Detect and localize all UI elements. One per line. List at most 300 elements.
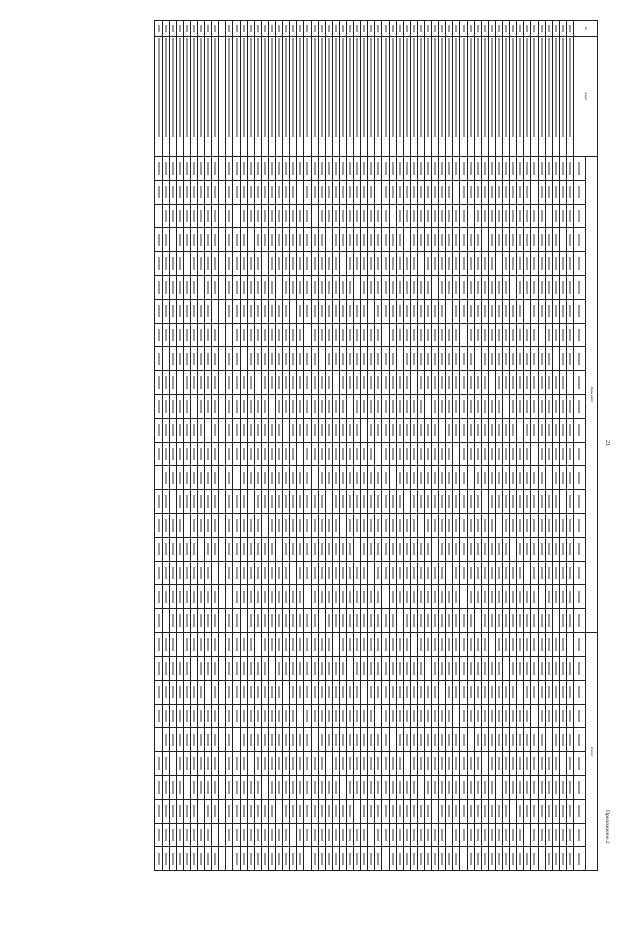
illegible-text-placeholder — [484, 591, 486, 603]
table-header-row — [586, 21, 598, 871]
illegible-text-placeholder — [399, 495, 401, 507]
value-cell — [283, 585, 290, 609]
value-cell — [503, 347, 510, 371]
illegible-text-placeholder — [228, 472, 230, 484]
illegible-text-placeholder — [264, 829, 266, 841]
value-cell — [495, 299, 502, 323]
illegible-text-placeholder — [455, 38, 457, 137]
illegible-text-placeholder — [214, 448, 216, 460]
illegible-text-placeholder — [385, 186, 387, 198]
illegible-text-placeholder — [285, 781, 287, 793]
value-cell — [212, 513, 219, 537]
illegible-text-placeholder — [455, 376, 457, 388]
value-cell — [425, 633, 432, 657]
illegible-text-placeholder — [413, 281, 415, 293]
address-cell — [325, 37, 332, 157]
illegible-text-placeholder — [441, 591, 443, 603]
illegible-text-placeholder — [228, 376, 230, 388]
value-cell — [517, 823, 524, 847]
value-cell — [155, 490, 162, 514]
value-cell — [467, 823, 474, 847]
value-cell — [538, 157, 545, 181]
value-cell — [566, 228, 573, 252]
illegible-text-placeholder — [477, 757, 479, 769]
illegible-text-placeholder — [349, 781, 351, 793]
address-cell — [283, 37, 290, 157]
value-cell — [503, 228, 510, 252]
illegible-text-placeholder — [271, 305, 273, 317]
illegible-text-placeholder — [264, 234, 266, 246]
value-cell — [297, 633, 304, 657]
value-cell — [254, 180, 261, 204]
illegible-text-placeholder — [299, 757, 301, 769]
illegible-text-placeholder — [555, 567, 557, 579]
value-cell — [453, 204, 460, 228]
value-cell — [354, 228, 361, 252]
illegible-text-placeholder — [200, 614, 202, 627]
illegible-text-placeholder — [172, 734, 174, 746]
value-cell — [375, 347, 382, 371]
value-cell — [559, 775, 566, 799]
col-subheader — [574, 609, 586, 633]
illegible-text-placeholder — [207, 400, 209, 412]
illegible-text-placeholder — [562, 38, 564, 137]
value-cell — [389, 347, 396, 371]
value-cell — [347, 228, 354, 252]
illegible-text-placeholder — [264, 495, 266, 507]
value-cell — [495, 561, 502, 585]
illegible-text-placeholder — [555, 257, 557, 269]
value-cell — [339, 609, 346, 633]
address-cell — [347, 37, 354, 157]
illegible-text-placeholder — [562, 638, 564, 650]
value-cell — [524, 204, 531, 228]
value-cell — [183, 585, 190, 609]
value-cell — [417, 633, 424, 657]
illegible-text-placeholder — [179, 567, 181, 579]
illegible-text-placeholder — [321, 495, 323, 507]
value-cell — [254, 442, 261, 466]
value-cell — [276, 275, 283, 299]
row-number-cell — [403, 21, 410, 37]
illegible-text-placeholder — [264, 25, 266, 33]
illegible-text-placeholder — [420, 329, 422, 341]
address-cell — [247, 37, 254, 157]
value-cell — [318, 394, 325, 418]
value-cell — [524, 323, 531, 347]
value-cell — [347, 585, 354, 609]
illegible-text-placeholder — [512, 638, 514, 650]
illegible-text-placeholder — [399, 519, 401, 531]
value-cell — [198, 252, 205, 276]
value-cell — [169, 180, 176, 204]
value-cell — [361, 180, 368, 204]
illegible-text-placeholder — [399, 186, 401, 198]
illegible-text-placeholder — [526, 757, 528, 769]
value-cell — [283, 323, 290, 347]
value-cell — [304, 157, 311, 181]
value-cell — [155, 157, 162, 181]
value-cell — [183, 157, 190, 181]
value-cell — [176, 704, 183, 728]
value-cell — [304, 847, 311, 871]
value-cell — [396, 633, 403, 657]
illegible-text-placeholder — [165, 186, 167, 198]
value-cell — [510, 228, 517, 252]
illegible-text-placeholder — [236, 805, 238, 817]
value-cell — [531, 371, 538, 395]
value-cell — [396, 799, 403, 823]
address-cell — [297, 37, 304, 157]
value-cell — [566, 752, 573, 776]
illegible-text-placeholder — [477, 638, 479, 650]
illegible-text-placeholder — [392, 186, 394, 198]
value-cell — [382, 252, 389, 276]
illegible-text-placeholder — [172, 638, 174, 650]
value-cell — [425, 823, 432, 847]
illegible-text-placeholder — [363, 376, 365, 388]
illegible-text-placeholder — [579, 757, 581, 769]
col-subheader — [574, 752, 586, 776]
value-cell — [396, 204, 403, 228]
illegible-text-placeholder — [477, 234, 479, 246]
illegible-text-placeholder — [519, 543, 521, 555]
value-cell — [559, 299, 566, 323]
illegible-text-placeholder — [306, 710, 308, 722]
table-row — [446, 21, 453, 871]
illegible-text-placeholder — [463, 757, 465, 769]
illegible-text-placeholder — [555, 376, 557, 388]
value-cell — [566, 275, 573, 299]
illegible-text-placeholder — [491, 519, 493, 531]
value-cell — [162, 561, 169, 585]
value-cell — [446, 704, 453, 728]
value-cell — [332, 442, 339, 466]
value-cell — [368, 656, 375, 680]
value-cell — [382, 823, 389, 847]
illegible-text-placeholder — [278, 257, 280, 269]
row-number-cell — [162, 21, 169, 37]
illegible-text-placeholder — [306, 829, 308, 841]
illegible-text-placeholder — [579, 281, 581, 293]
illegible-text-placeholder — [569, 25, 571, 33]
value-cell — [268, 371, 275, 395]
illegible-text-placeholder — [314, 757, 316, 769]
value-cell — [347, 418, 354, 442]
value-cell — [325, 394, 332, 418]
value-cell — [510, 680, 517, 704]
value-cell — [325, 561, 332, 585]
value-cell — [524, 180, 531, 204]
value-cell — [304, 418, 311, 442]
illegible-text-placeholder — [477, 781, 479, 793]
value-cell — [304, 347, 311, 371]
value-cell — [297, 656, 304, 680]
illegible-text-placeholder — [427, 186, 429, 198]
illegible-text-placeholder — [200, 186, 202, 198]
illegible-text-placeholder — [470, 281, 472, 293]
value-cell — [205, 275, 212, 299]
illegible-text-placeholder — [228, 829, 230, 841]
value-cell — [396, 775, 403, 799]
value-cell — [446, 371, 453, 395]
illegible-text-placeholder — [165, 25, 167, 33]
illegible-text-placeholder — [441, 805, 443, 817]
value-cell — [403, 609, 410, 633]
illegible-text-placeholder — [406, 305, 408, 317]
illegible-text-placeholder — [299, 257, 301, 269]
value-cell — [176, 371, 183, 395]
value-cell — [517, 299, 524, 323]
value-cell — [318, 299, 325, 323]
value-cell — [162, 823, 169, 847]
illegible-text-placeholder — [200, 734, 202, 746]
value-cell — [417, 252, 424, 276]
value-cell — [488, 157, 495, 181]
value-cell — [318, 228, 325, 252]
value-cell — [176, 609, 183, 633]
value-cell — [233, 537, 240, 561]
illegible-text-placeholder — [512, 472, 514, 484]
value-cell — [517, 609, 524, 633]
illegible-text-placeholder — [377, 853, 379, 866]
value-cell — [162, 752, 169, 776]
illegible-text-placeholder — [455, 305, 457, 317]
illegible-text-placeholder — [477, 424, 479, 436]
illegible-text-placeholder — [548, 281, 550, 293]
value-cell — [425, 323, 432, 347]
illegible-text-placeholder — [264, 162, 266, 174]
illegible-text-placeholder — [477, 400, 479, 412]
illegible-text-placeholder — [406, 424, 408, 436]
illegible-text-placeholder — [200, 38, 202, 137]
illegible-text-placeholder — [470, 829, 472, 841]
address-cell — [382, 37, 389, 157]
illegible-text-placeholder — [243, 305, 245, 317]
illegible-text-placeholder — [335, 210, 337, 222]
illegible-text-placeholder — [477, 472, 479, 484]
row-number-cell — [474, 21, 481, 37]
illegible-text-placeholder — [236, 281, 238, 293]
illegible-text-placeholder — [342, 638, 344, 650]
value-cell — [354, 656, 361, 680]
value-cell — [552, 537, 559, 561]
value-cell — [176, 633, 183, 657]
value-cell — [368, 704, 375, 728]
illegible-text-placeholder — [470, 305, 472, 317]
value-cell — [432, 775, 439, 799]
illegible-text-placeholder — [526, 734, 528, 746]
address-cell — [481, 37, 488, 157]
illegible-text-placeholder — [349, 38, 351, 137]
value-cell — [474, 633, 481, 657]
illegible-text-placeholder — [186, 614, 188, 627]
value-cell — [190, 252, 197, 276]
value-cell — [361, 371, 368, 395]
illegible-text-placeholder — [413, 472, 415, 484]
value-cell — [339, 299, 346, 323]
value-cell — [311, 513, 318, 537]
illegible-text-placeholder — [526, 472, 528, 484]
value-cell — [155, 680, 162, 704]
value-cell — [325, 847, 332, 871]
value-cell — [531, 704, 538, 728]
value-cell — [495, 609, 502, 633]
illegible-text-placeholder — [441, 614, 443, 627]
value-cell — [375, 680, 382, 704]
illegible-text-placeholder — [321, 186, 323, 198]
illegible-text-placeholder — [228, 38, 230, 137]
illegible-text-placeholder — [172, 805, 174, 817]
illegible-text-placeholder — [264, 662, 266, 674]
illegible-text-placeholder — [257, 38, 259, 137]
value-cell — [261, 775, 268, 799]
illegible-text-placeholder — [306, 519, 308, 531]
illegible-text-placeholder — [363, 25, 365, 33]
value-cell — [261, 585, 268, 609]
value-cell — [481, 371, 488, 395]
address-cell — [318, 37, 325, 157]
illegible-text-placeholder — [335, 257, 337, 269]
value-cell — [233, 752, 240, 776]
value-cell — [254, 513, 261, 537]
value-cell — [481, 537, 488, 561]
illegible-text-placeholder — [491, 662, 493, 674]
row-number-cell — [488, 21, 495, 37]
value-cell — [205, 466, 212, 490]
value-cell — [439, 394, 446, 418]
illegible-text-placeholder — [399, 38, 401, 137]
illegible-text-placeholder — [434, 257, 436, 269]
value-cell — [439, 299, 446, 323]
illegible-text-placeholder — [406, 257, 408, 269]
value-cell — [503, 823, 510, 847]
illegible-text-placeholder — [236, 495, 238, 507]
value-cell — [566, 394, 573, 418]
value-cell — [396, 323, 403, 347]
value-cell — [254, 775, 261, 799]
value-cell — [481, 157, 488, 181]
value-cell — [488, 704, 495, 728]
illegible-text-placeholder — [158, 829, 160, 841]
illegible-text-placeholder — [377, 305, 379, 317]
illegible-text-placeholder — [519, 805, 521, 817]
value-cell — [332, 371, 339, 395]
illegible-text-placeholder — [533, 519, 535, 531]
illegible-text-placeholder — [491, 329, 493, 341]
value-cell — [538, 347, 545, 371]
illegible-text-placeholder — [470, 448, 472, 460]
col-subheader — [574, 704, 586, 728]
table-row — [460, 21, 467, 871]
illegible-text-placeholder — [328, 734, 330, 746]
illegible-text-placeholder — [236, 329, 238, 341]
illegible-text-placeholder — [413, 329, 415, 341]
value-cell — [297, 775, 304, 799]
value-cell — [325, 371, 332, 395]
illegible-text-placeholder — [271, 734, 273, 746]
illegible-text-placeholder — [349, 614, 351, 627]
illegible-text-placeholder — [579, 305, 581, 317]
value-cell — [566, 704, 573, 728]
value-cell — [566, 775, 573, 799]
illegible-text-placeholder — [306, 38, 308, 137]
illegible-text-placeholder — [278, 734, 280, 746]
value-cell — [339, 490, 346, 514]
value-cell — [332, 180, 339, 204]
value-cell — [389, 252, 396, 276]
illegible-text-placeholder — [349, 25, 351, 33]
illegible-text-placeholder — [314, 329, 316, 341]
illegible-text-placeholder — [505, 38, 507, 137]
value-cell — [566, 442, 573, 466]
value-cell — [219, 609, 226, 633]
illegible-text-placeholder — [385, 710, 387, 722]
illegible-text-placeholder — [328, 614, 330, 627]
illegible-text-placeholder — [214, 638, 216, 650]
value-cell — [198, 323, 205, 347]
value-cell — [354, 371, 361, 395]
illegible-text-placeholder — [541, 376, 543, 388]
illegible-text-placeholder — [498, 495, 500, 507]
value-cell — [566, 157, 573, 181]
illegible-text-placeholder — [278, 400, 280, 412]
illegible-text-placeholder — [165, 757, 167, 769]
value-cell — [190, 204, 197, 228]
illegible-text-placeholder — [370, 257, 372, 269]
value-cell — [318, 585, 325, 609]
illegible-text-placeholder — [314, 638, 316, 650]
value-cell — [410, 704, 417, 728]
illegible-text-placeholder — [285, 591, 287, 603]
illegible-text-placeholder — [158, 638, 160, 650]
value-cell — [503, 394, 510, 418]
illegible-text-placeholder — [579, 662, 581, 674]
illegible-text-placeholder — [562, 686, 564, 698]
table-row — [559, 21, 566, 871]
value-cell — [503, 585, 510, 609]
value-cell — [453, 299, 460, 323]
value-cell — [183, 252, 190, 276]
value-cell — [347, 799, 354, 823]
value-cell — [297, 847, 304, 871]
illegible-text-placeholder — [243, 638, 245, 650]
illegible-text-placeholder — [434, 448, 436, 460]
value-cell — [517, 752, 524, 776]
illegible-text-placeholder — [427, 781, 429, 793]
value-cell — [354, 799, 361, 823]
illegible-text-placeholder — [579, 424, 581, 436]
value-cell — [354, 323, 361, 347]
value-cell — [375, 847, 382, 871]
value-cell — [247, 490, 254, 514]
value-cell — [325, 275, 332, 299]
illegible-text-placeholder — [193, 210, 195, 222]
value-cell — [439, 490, 446, 514]
value-cell — [467, 228, 474, 252]
illegible-text-placeholder — [271, 614, 273, 627]
value-cell — [503, 799, 510, 823]
illegible-text-placeholder — [165, 424, 167, 436]
value-cell — [410, 823, 417, 847]
value-cell — [481, 704, 488, 728]
value-cell — [368, 299, 375, 323]
value-cell — [205, 490, 212, 514]
table-row — [347, 21, 354, 871]
illegible-text-placeholder — [349, 472, 351, 484]
row-number-cell — [531, 21, 538, 37]
value-cell — [283, 799, 290, 823]
